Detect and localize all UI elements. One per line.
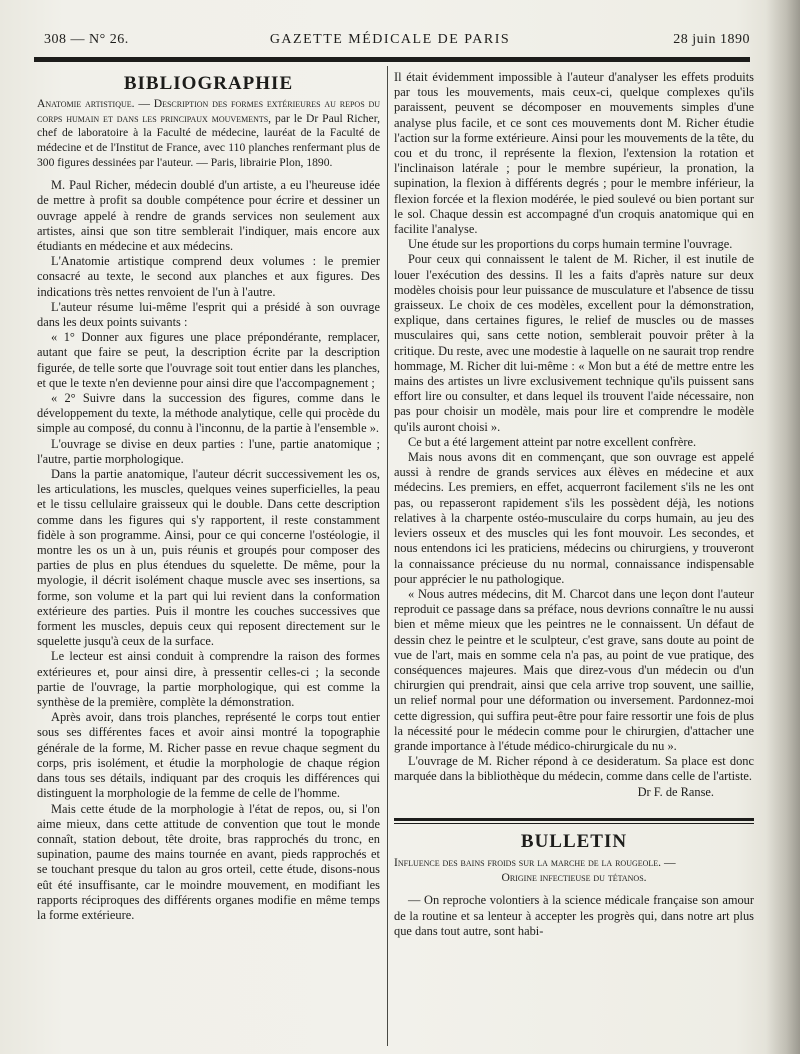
column-divider: [387, 66, 388, 1046]
paragraph: Mais cette étude de la morphologie à l'état de repos, ou, si l'on aime mieux, dans cette attitude de convention que tout le monde connaît, station debout, tête droite, bras rapprochés du tronc, en supination, paume des mains tournée en avant, pieds rapprochés et se touchant presque du talon au gros orteil, cette étude, disons-nous eût été insuffisante, car le moindre mouvement, en modifiant les rapports réciproques des différents organes modifie en même temps la forme extérieure.: [37, 801, 380, 922]
paragraph: « 2° Suivre dans la succession des figures, comme dans le développement du texte, la méthode analytique, celle qui procède du simple au composé, du connu à l'inconnu, de la partie à l'ensemble ».: [37, 391, 380, 436]
citation-title: Anatomie artistique. — Description des formes extérieures au repos du corps humain et dans les principaux mouvements,: [37, 97, 380, 125]
paragraph: Ce but a été largement atteint par notre excellent confrère.: [408, 434, 697, 449]
page-header: [30, 30, 750, 52]
page-spine-shadow: [766, 0, 800, 1054]
bulletin-rule: [394, 818, 754, 821]
bulletin-paragraph: — On reproche volontiers à la science médicale française son amour de la routine et sa lenteur à accepter les progrès qui, dans notre art plus que dans tout autre, sont habi-: [394, 893, 754, 938]
journal-title: GAZETTE MÉDICALE DE PARIS: [269, 32, 511, 47]
paragraph: L'auteur résume lui-même l'esprit qui a présidé à son ouvrage dans les deux points suivants :: [37, 299, 380, 329]
paragraph: Dans la partie anatomique, l'auteur décrit successivement les os, les articulations, les muscles, quelques veines superficielles, la peau et le tissu cellulaire graisseux qui le double. Dans cette description comme dans les figures qui s'y rapportent, il reste constamment fidèle à son programme. Ainsi, pour ce qui concerne l'ostéologie, il montre les os un à un, puis réunis et groupés pour composer des parties de plus en plus étendues du squelette. De même, pour la myologie, il décrit isolément chaque muscle avec ses insertions, sa forme, son volume et la part qui lui revient dans la conformation extérieure des parties. Puis il montre les couches successives que forment les muscles, depuis ceux qui reposent directement sur le squelette jusqu'à ceux de la surface.: [37, 467, 380, 649]
paragraph: Le lecteur est ainsi conduit à comprendre la raison des formes extérieures et, pour ainsi dire, à pressentir celles-ci ; la seconde partie de l'ouvrage, la partie morphologique, qui est comme la synthèse de la première, complète la démonstration.: [37, 649, 380, 710]
left-column: [37, 70, 380, 923]
paragraph: L'ouvrage se divise en deux parties : l'une, partie anatomique ; l'autre, partie morphologique.: [37, 436, 380, 466]
header-rule: [34, 57, 750, 62]
paragraph: Après avoir, dans trois planches, représenté le corps tout entier sous ses différentes faces et avoir ainsi montré la topographie générale de la forme, M. Richer passe en revue chaque segment du corps, pris isolément, et étudie la morphologie de chaque région dans tous ses détails, indiquant par des croquis les différences qui distinguent la morphologie de la femme de celle de l'homme.: [37, 710, 380, 801]
citation: [37, 97, 380, 170]
bulletin-subtitle-2: Origine infectieuse du tétanos.: [501, 871, 647, 885]
paragraph: « Nous autres médecins, dit M. Charcot dans une leçon dont l'auteur reproduit ce passage dans sa préface, nous devrions connaître le nu aussi bien et même mieux que les peintres ne le connaissent. Un défaut de dessin chez le peintre et le sculpteur, c'est grave, sans doute au point de vue de l'art, mais en somme cela n'a pas, au point de vue pratique, des conséquences majeures. Mais que direz-vous d'un médecin ou d'un chirurgien qui prendrait, ainsi que cela arrive trop souvent, une saillie, un relief normal pour une déformation ou inversement. Pardonnez-moi cette digression, qui suffira peut-être pour faire ressortir une fois de plus la nécessité pour le médecin comme pour le chirurgien, d'attacher une grande importance à l'étude médico-chirurgicale du nu ».: [394, 586, 754, 753]
bulletin-heading: BULLETIN: [520, 830, 628, 852]
bulletin-rule-thin: [394, 823, 754, 824]
citation-details: par le Dr Paul Richer, chef de laboratoire à la Faculté de médecine, lauréat de la Faculté de médecine et de l'Institut de France, avec 110 planches renfermant plus de 300 figures dessinées par l'auteur. — Paris, librairie Plon, 1890.: [37, 111, 381, 169]
paragraph: M. Paul Richer, médecin doublé d'un artiste, a eu l'heureuse idée de mettre à profit sa double compétence pour écrire et dessiner un ouvrage appelé à rendre de grands services non seulement aux artistes, ainsi que son titre semblerait l'indiquer, mais encore aux étudiants en médecine et aux médecins.: [37, 178, 380, 253]
author-signature: Dr F. de Ranse.: [637, 784, 714, 799]
page-number: 308 — N° 26.: [44, 32, 129, 47]
paragraph: L'Anatomie artistique comprend deux volumes : le premier consacré au texte, le second aux planches et aux figures. Des indications très nettes renvoient de l'un à l'autre.: [37, 254, 380, 299]
right-column: [394, 70, 754, 939]
issue-date: 28 juin 1890: [673, 32, 750, 47]
bulletin-subtitle: Influence des bains froids sur la marche de la rougeole. —: [394, 855, 676, 869]
paragraph: Pour ceux qui connaissent le talent de M. Richer, il est inutile de louer l'exécution des dessins. Il les a faits d'après nature sur deux modèles choisis pour leur puissance de musculature et l'absence de tissu graisseux. Le choix de ces modèles, excellent pour la démonstration, explique, dans certaines figures, le relief de muscles ou de masses musculaires qui, sans cette notion, semblerait pouvoir prêter à la critique. Du reste, avec une modestie à laquelle on ne saurait trop rendre hommage, M. Richer dit lui-même : « Mon but a été de mettre entre les mains des artistes un livre exclusivement technique qu'ils puissent sans effort lire ou consulter, et dans lequel ils trouvent l'aide nécessaire, non pas pour choisir un modèle, mais pour lire et comprendre le modèle qu'ils auront choisi ».: [394, 252, 754, 434]
paragraph: Il était évidemment impossible à l'auteur d'analyser les effets produits par tous les mouvements, mais ceux-ci, quelque complexes qu'ils paraissent, peuvent se décomposer en mouvements simples d'une analyse plus facile, et ce sont ces mouvements dont M. Richer étudie l'action sur la forme extérieure. Ainsi pour les mouvements de la tête, du cou et du tronc, il représente la flexion, l'extension la rotation et l'inclinaison latérale ; pour le membre supérieur, la pronation, la supination, la flexion à différents degrés ; pour le membre inférieur, la flexion forcée et la flexion modérée, le pied soulevé ou bien portant sur le sol. Chaque dessin est accompagné d'un croquis anatomique qui en facilite l'analyse.: [394, 70, 754, 237]
paragraph: Une étude sur les proportions du corps humain termine l'ouvrage.: [408, 237, 733, 252]
paragraph: L'ouvrage de M. Richer répond à ce desideratum. Sa place est donc marquée dans la bibliothèque du médecin, comme dans celle de l'artiste.: [394, 754, 754, 784]
paragraph: Mais nous avons dit en commençant, que son ouvrage est appelé aussi à rendre de grands services aux élèves en médecine et aux médecins. Les premiers, en effet, acquerront facilement s'ils ne les ont pas, ou repasseront rapidement s'ils les possèdent déjà, les notions relatives à la charpente ostéo-musculaire du corps humain, au jeu des leviers osseux et des muscles qui les font mouvoir. Les secondes, et nous entendons ici les praticiens, médecins ou chirurgiens, y trouveront la connaissance précieuse du nu normal, connaissance indispensable pour apprécier le nu pathologique.: [394, 450, 754, 586]
paragraph: « 1° Donner aux figures une place prépondérante, remplacer, autant que faire se peut, la description écrite par la description figurée, de telle sorte que l'ouvrage soit tout entier dans les planches, et que le texte n'en devienne pour ainsi dire que l'accompagnement ;: [37, 330, 380, 390]
bibliographie-heading: BIBLIOGRAPHIE: [123, 73, 294, 94]
